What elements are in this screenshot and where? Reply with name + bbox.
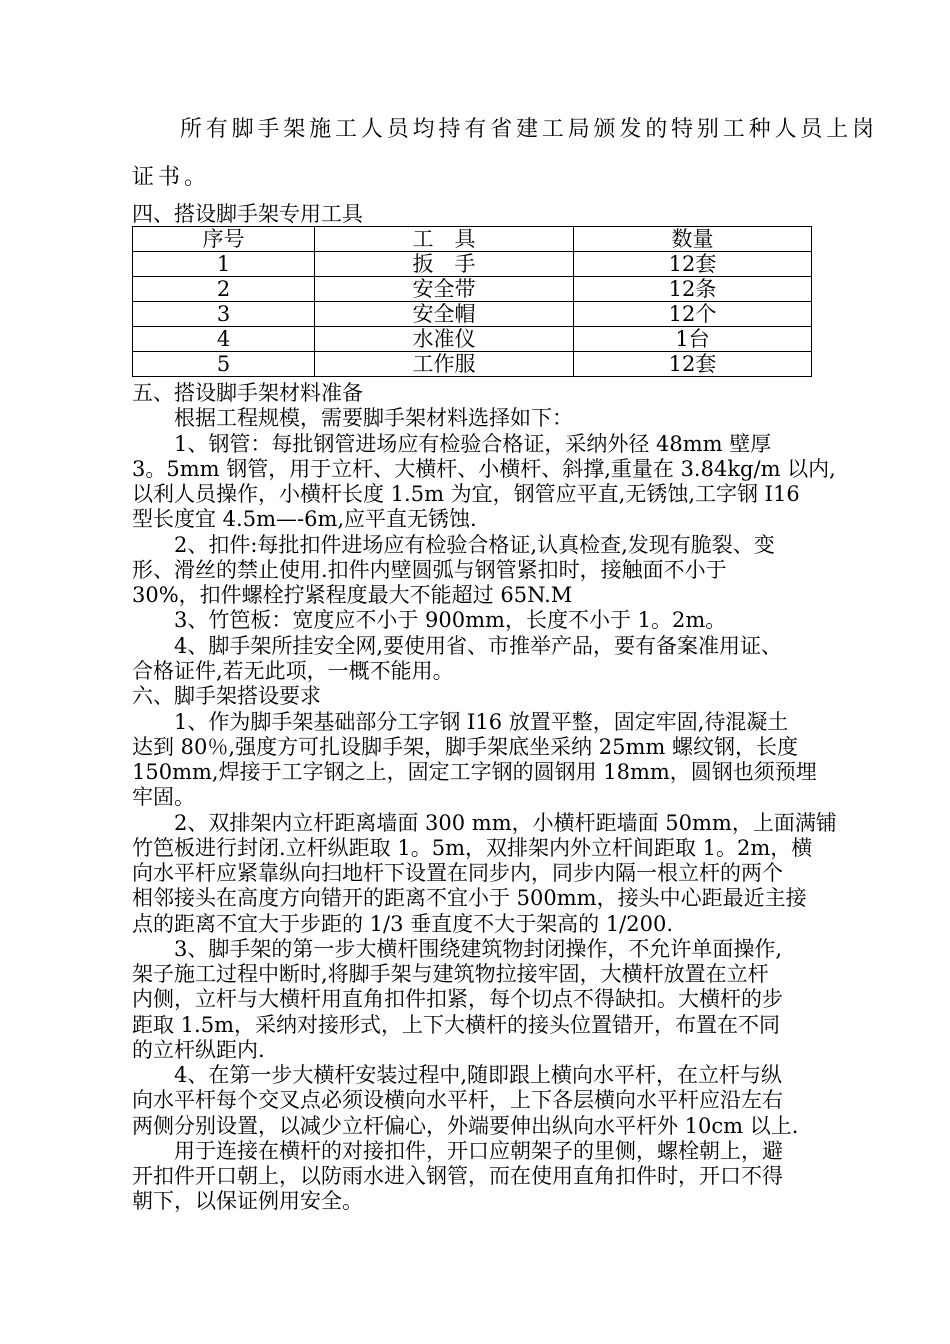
paragraph-line: 4、在第一步大横杆安装过程中,随即跟上横向水平杆，在立杆与纵 bbox=[132, 1063, 783, 1087]
cell-index: 1 bbox=[133, 252, 315, 277]
cell-index: 4 bbox=[133, 327, 315, 352]
paragraph-line: 达到 80％,强度方可扎设脚手架，脚手架底坐采纳 25mm 螺纹钢，长度 bbox=[132, 735, 798, 759]
paragraph-line: 1、作为脚手架基础部分工字钢 I16 放置平整，固定牢固,待混凝土 bbox=[132, 710, 789, 734]
paragraph-line: 3。5mm 钢管，用于立杆、大横杆、小横杆、斜撑,重量在 3.84kg/m 以内, bbox=[132, 457, 836, 481]
cell-quantity: 1台 bbox=[574, 327, 812, 352]
cell-index: 5 bbox=[133, 352, 315, 377]
cell-index: 3 bbox=[133, 302, 315, 327]
tools-table bbox=[132, 226, 812, 377]
paragraph-line: 开扣件开口朝上，以防雨水进入钢管，而在使用直角扣件时，开口不得 bbox=[132, 1164, 783, 1188]
paragraph-line: 用于连接在横杆的对接扣件，开口应朝架子的里侧，螺栓朝上，避 bbox=[132, 1139, 783, 1163]
cell-quantity: 12个 bbox=[574, 302, 812, 327]
table-header-row bbox=[133, 227, 812, 252]
paragraph-line: 朝下，以保证例用安全。 bbox=[132, 1189, 363, 1213]
paragraph-line: 相邻接头在高度方向错开的距离不宜小于 500mm，接头中心距最近主接 bbox=[132, 886, 807, 910]
paragraph-line: 合格证件,若无此项，一概不能用。 bbox=[132, 659, 454, 683]
section-5-heading: 五、搭设脚手架材料准备 bbox=[132, 381, 363, 405]
paragraph-line: 2、双排架内立杆距离墙面 300 mm，小横杆距墙面 50mm，上面满铺 bbox=[132, 811, 837, 835]
paragraph-line: 牢固。 bbox=[132, 785, 195, 809]
cell-tool: 安全帽 bbox=[315, 302, 574, 327]
paragraph-line: 1、钢管：每批钢管进场应有检验合格证，采纳外径 48mm 壁厚 bbox=[132, 432, 772, 456]
paragraph-line: 架子施工过程中断时,将脚手架与建筑物拉接牢固，大横杆放置在立杆 bbox=[132, 962, 769, 986]
paragraph-line: 点的距离不宜大于步距的 1/3 垂直度不大于架高的 1/200. bbox=[132, 912, 674, 936]
paragraph-line: 形、滑丝的禁止使用.扣件内壁圆弧与钢管紧扣时，接触面不小于 bbox=[132, 558, 727, 582]
paragraph-line: 3、脚手架的第一步大横杆围绕建筑物封闭操作，不允许单面操作, bbox=[132, 937, 783, 961]
section-6-heading: 六、脚手架搭设要求 bbox=[132, 684, 321, 708]
paragraph-line: 30%，扣件螺栓拧紧程度最大不能超过 65N.M bbox=[132, 583, 573, 607]
paragraph-line: 根据工程规模，需要脚手架材料选择如下： bbox=[132, 406, 573, 430]
paragraph-line: 向水平杆每个交叉点必须设横向水平杆，上下各层横向水平杆应沿左右 bbox=[132, 1088, 783, 1112]
paragraph-line: 4、脚手架所挂安全网,要使用省、市推举产品，要有备案准用证、 bbox=[132, 634, 783, 658]
paragraph-line: 的立杆纵距内. bbox=[132, 1038, 265, 1062]
cell-quantity: 12套 bbox=[574, 252, 812, 277]
paragraph-line: 两侧分别设置，以减少立杆偏心，外端要伸出纵向水平杆外 10cm 以上. bbox=[132, 1114, 799, 1138]
paragraph-line: 竹笆板进行封闭.立杆纵距取 1。5m，双排架内外立杆间距取 1。2m，横 bbox=[132, 836, 813, 860]
header-cell-index: 序号 bbox=[133, 227, 315, 252]
cell-index: 2 bbox=[133, 277, 315, 302]
paragraph-line: 3、竹笆板：宽度应不小于 900mm，长度不小于 1。2m。 bbox=[132, 608, 727, 632]
paragraph-line: 150mm,焊接于工字钢之上，固定工字钢的圆钢用 18mm，圆钢也须预埋 bbox=[132, 760, 817, 784]
paragraph-line: 2、扣件:每批扣件进场应有检验合格证,认真检查,发现有脆裂、变 bbox=[132, 533, 775, 557]
section-4-heading: 四、搭设脚手架专用工具 bbox=[132, 202, 363, 226]
intro-line-2: 证书。 bbox=[132, 165, 211, 190]
paragraph-line: 距取 1.5m，采纳对接形式，上下大横杆的接头位置错开，布置在不同 bbox=[132, 1013, 780, 1037]
table-row bbox=[133, 277, 812, 302]
table-row bbox=[133, 352, 812, 377]
cell-tool: 水准仪 bbox=[315, 327, 574, 352]
intro-line-1: 所有脚手架施工人员均持有省建工局颁发的特别工种人员上岗 bbox=[180, 117, 879, 142]
header-cell-tool: 工 具 bbox=[315, 227, 574, 252]
table-row bbox=[133, 302, 812, 327]
paragraph-line: 以利人员操作，小横杆长度 1.5m 为宜，钢管应平直,无锈蚀,工字钢 I16 bbox=[132, 482, 800, 506]
table-row bbox=[133, 252, 812, 277]
cell-tool: 安全带 bbox=[315, 277, 574, 302]
paragraph-line: 型长度宜 4.5m—-6m,应平直无锈蚀. bbox=[132, 507, 477, 531]
cell-quantity: 12套 bbox=[574, 352, 812, 377]
header-cell-quantity: 数量 bbox=[574, 227, 812, 252]
cell-tool: 扳 手 bbox=[315, 252, 574, 277]
table-row bbox=[133, 327, 812, 352]
paragraph-line: 向水平杆应紧靠纵向扫地杆下设置在同步内，同步内隔一根立杆的两个 bbox=[132, 861, 783, 885]
cell-tool: 工作服 bbox=[315, 352, 574, 377]
cell-quantity: 12条 bbox=[574, 277, 812, 302]
paragraph-line: 内侧，立杆与大横杆用直角扣件扣紧，每个切点不得缺扣。大横杆的步 bbox=[132, 987, 783, 1011]
